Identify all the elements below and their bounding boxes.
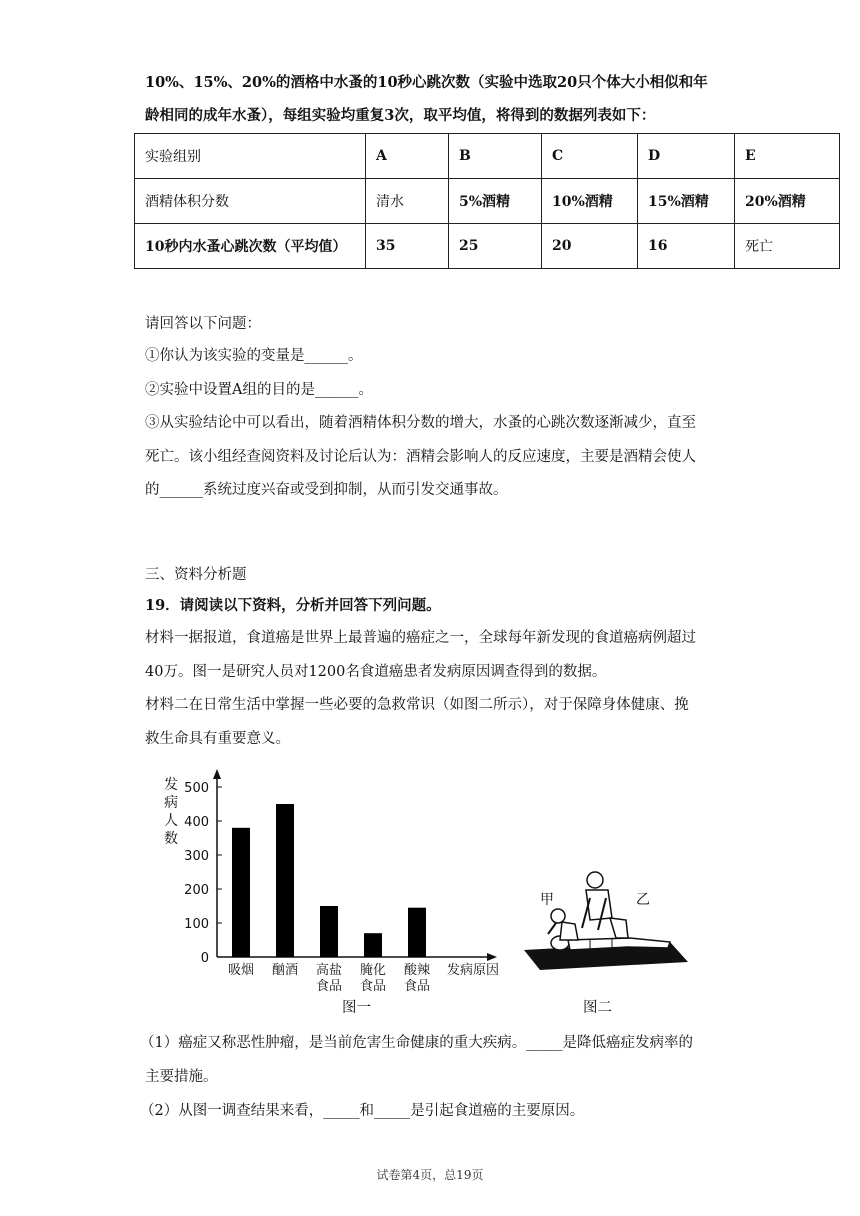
x-tick-label: 食品: [359, 979, 387, 994]
table-cell: C: [542, 134, 638, 179]
y-tick-label: 200: [184, 883, 209, 898]
material-2-line-2: 救生命具有重要意义。: [145, 731, 290, 747]
material-1-line-2: 40万。图一是研究人员对1200名食道癌患者发病原因调查得到的数据。: [145, 664, 607, 680]
bar: [408, 908, 426, 957]
intro-line-2: 龄相同的成年水蚤），每组实验均重复3次，取平均值，将得到的数据列表如下：: [145, 107, 656, 124]
x-axis-arrow: [487, 953, 497, 961]
question-3-line-2: 死亡。该小组经查阅资料及讨论后认为：酒精会影响人的反应速度，主要是酒精会使人: [145, 449, 696, 465]
y-axis-label: 发: [164, 777, 178, 793]
label-yi: 乙: [636, 892, 650, 908]
question-2: ②实验中设置A组的目的是______。: [145, 382, 373, 398]
table-row: [135, 224, 840, 269]
x-axis-label: 发病原因: [446, 963, 500, 978]
y-axis-label: 病: [164, 795, 178, 811]
question-19-1-line-2: 主要措施。: [145, 1069, 218, 1085]
table-cell: 35: [366, 224, 449, 269]
question-3-line-3: 的______系统过度兴奋或受到抑制，从而引发交通事故。: [145, 482, 508, 498]
table-cell: D: [638, 134, 735, 179]
table-cell: 清水: [366, 179, 449, 224]
questions-prompt: 请回答以下问题：: [145, 316, 261, 332]
bar: [320, 906, 338, 957]
x-tick-label: 吸烟: [227, 963, 255, 978]
question-19-1-line-1: （1）癌症又称恶性肿瘤，是当前危害生命健康的重大疾病。_____是降低癌症发病率的: [140, 1035, 693, 1051]
x-tick-label: 高盐: [315, 963, 343, 978]
table-cell: 死亡: [735, 224, 840, 269]
material-1-line-1: 材料一据报道，食道癌是世界上最普遍的癌症之一，全球每年新发现的食道癌病例超过: [145, 630, 696, 646]
table-cell: 25: [449, 224, 542, 269]
y-axis-label: 数: [164, 831, 178, 847]
question-3-line-1: ③从实验结论中可以看出，随着酒精体积分数的增大，水蚤的心跳次数逐渐减少，直至: [145, 415, 696, 431]
bar-chart: [155, 765, 515, 1005]
y-axis-arrow: [213, 769, 221, 779]
question-1: ①你认为该实验的变量是______。: [145, 348, 363, 364]
y-tick-label: 500: [184, 781, 209, 796]
y-axis-label: 人: [164, 813, 178, 829]
x-tick-label: 酸辣: [403, 963, 431, 978]
bar: [276, 804, 294, 957]
x-tick-label: 腌化: [359, 963, 387, 978]
table-cell: 16: [638, 224, 735, 269]
figure2-caption: 图二: [583, 1000, 612, 1016]
y-tick-label: 400: [184, 815, 209, 830]
table-cell: E: [735, 134, 840, 179]
y-tick-label: 300: [184, 849, 209, 864]
y-tick-label: 0: [200, 951, 209, 966]
table-cell: 10%酒精: [542, 179, 638, 224]
table-cell: 10秒内水蚤心跳次数（平均值）: [135, 224, 366, 269]
kneeling-person: [548, 909, 578, 940]
table-cell: 20: [542, 224, 638, 269]
table-cell: 20%酒精: [735, 179, 840, 224]
experiment-table: [134, 133, 840, 269]
table-cell: 5%酒精: [449, 179, 542, 224]
compression-person: [582, 872, 628, 938]
x-tick-label: 食品: [315, 979, 343, 994]
intro-line-1: 10%、15%、20%的酒格中水蚤的10秒心跳次数（实验中选取20只个体大小相似和年: [145, 74, 708, 91]
y-tick-label: 100: [184, 917, 209, 932]
chart-caption: 图一: [342, 1000, 371, 1016]
table-cell: 15%酒精: [638, 179, 735, 224]
table-row: [135, 134, 840, 179]
question-19-title: 19．请阅读以下资料，分析并回答下列问题。: [145, 597, 441, 614]
bar: [364, 933, 382, 957]
table-cell: B: [449, 134, 542, 179]
table-cell: A: [366, 134, 449, 179]
x-tick-label: 食品: [403, 979, 431, 994]
x-tick-label: 酗酒: [271, 963, 299, 978]
question-19-2: （2）从图一调查结果来看，_____和_____是引起食道癌的主要原因。: [140, 1103, 585, 1119]
label-jia: 甲: [540, 892, 554, 908]
table-cell: 酒精体积分数: [135, 179, 366, 224]
page-footer: 试卷第4页，总19页: [376, 1168, 484, 1182]
table-row: [135, 179, 840, 224]
first-aid-illustration: [520, 868, 690, 978]
section-heading: 三、资料分析题: [145, 567, 247, 583]
material-2-line-1: 材料二在日常生活中掌握一些必要的急救常识（如图二所示），对于保障身体健康、挽: [145, 697, 689, 713]
bar: [232, 828, 250, 957]
table-cell: 实验组别: [135, 134, 366, 179]
